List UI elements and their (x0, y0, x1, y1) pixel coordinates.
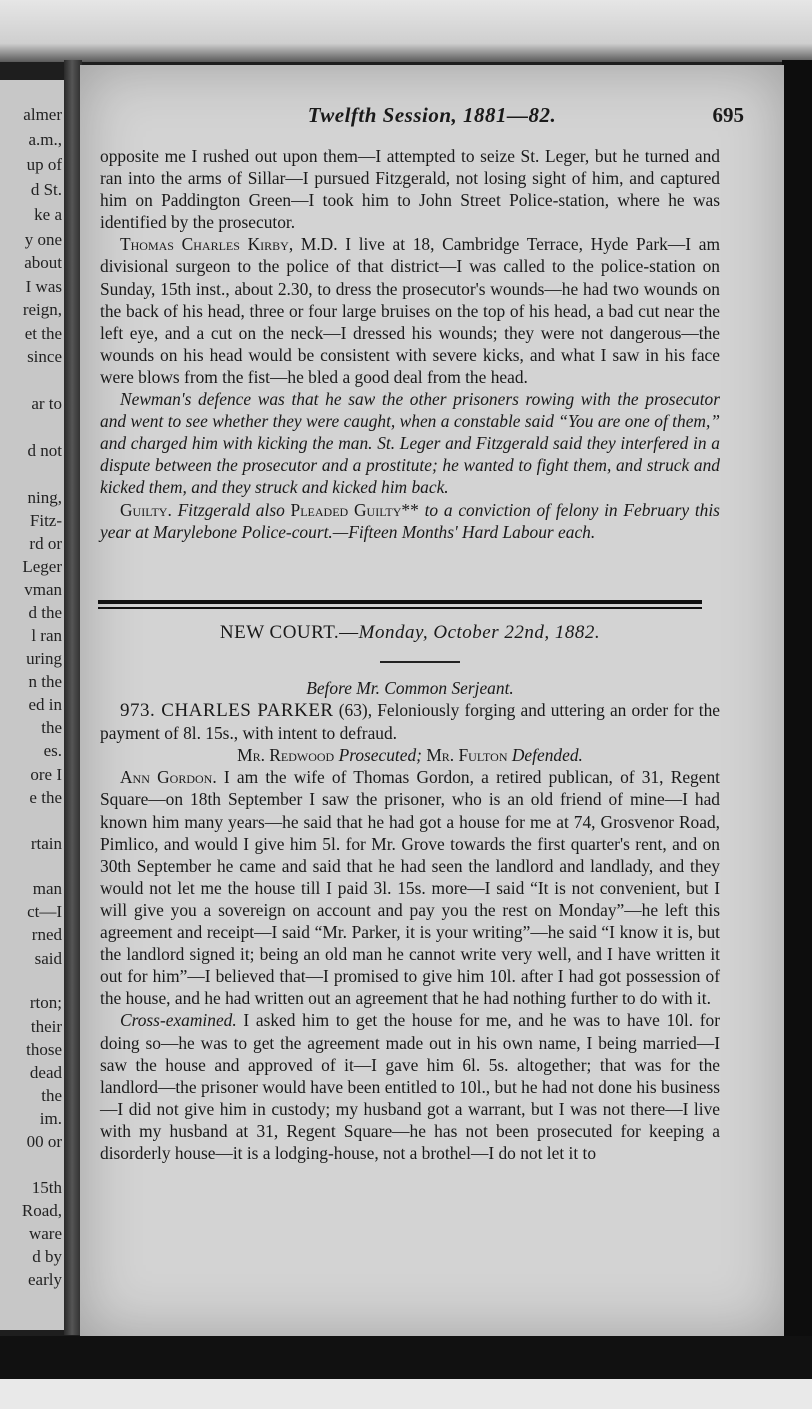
sentence-text: to a conviction of felony in February this year at Marylebone Police-court.—Fifteen Months' Hard Labour each. (100, 499, 720, 542)
facing-page-text-fragment: ed in (28, 695, 62, 714)
defence-counsel: Mr. Fulton (426, 745, 508, 766)
facing-page-text-fragment: rton; (29, 993, 62, 1012)
new-case-text (100, 677, 720, 1164)
facing-page-text-fragment: about (24, 253, 62, 272)
facing-page-text-fragment: rned (31, 925, 62, 944)
cross-examination-text: I asked him to get the house for me, and he was to have 10l. for doing so—he was to get the agreement made out in his own name, I being married—I saw the house and approved of it—I gave him 6l. 5s. altogether; that was for the landlord—the prisoner would have been entitled to 10l., but he had not done his business—I did not give him in custody; my husband got a warrant, but I was not there—I live with my husband at 31, Regent Square—he has not been prosecuted for keeping a disorderly house—it is a lodging-house, not a brothel—I do not let it to (100, 1010, 720, 1163)
defence-paragraph: Newman's defence was that he saw the other prisoners rowing with the prosecutor and went to see whether they were caught, when a constable said “You are one of them,” and charged him with kicking the man. St. Leger and Fitzgerald said they interfered in a dispute between the prosecutor and a prostitute; he wanted to fight them, and struck and kicked them, and they struck and kicked him back. (100, 389, 720, 498)
facing-page-text-fragment: ore I (30, 765, 62, 784)
facing-page-text-fragment: those (26, 1040, 62, 1059)
facing-page-text-fragment: Leger (22, 557, 62, 576)
facing-page-text-fragment: ct—I (27, 902, 62, 921)
cross-examination-paragraph (100, 1009, 720, 1164)
facing-page-text-fragment: a.m., (28, 130, 62, 149)
case-paragraph (100, 699, 720, 744)
page-edge-shadow (782, 60, 812, 1340)
court-heading (80, 622, 740, 644)
heading-rule (380, 661, 460, 663)
facing-page-text-fragment: the (41, 718, 62, 737)
facing-page-text-fragment: said (34, 949, 62, 968)
court-date: Monday, October 22nd, 1882. (358, 622, 601, 643)
section-rule-thin (98, 607, 702, 609)
facing-page-text-fragment: I was (25, 277, 62, 296)
microfilm-bottom-margin (0, 1336, 812, 1409)
witness-name: Thomas Charles Kirby (120, 234, 289, 255)
facing-page-text-fragment: dead (29, 1063, 62, 1082)
facing-page-text-fragment: up of (26, 155, 62, 174)
facing-page-text-fragment: vman (24, 580, 62, 599)
document-page (80, 65, 784, 1337)
facing-page-text-fragment: man (32, 879, 62, 898)
facing-page-text-fragment: d by (32, 1247, 62, 1266)
cross-examined-label: Cross-examined. (120, 1010, 237, 1031)
facing-page-text-fragment: ning, (27, 488, 62, 507)
court-name: NEW COURT.— (219, 622, 359, 643)
testimony-paragraph: opposite me I rushed out upon them—I attempted to seize St. Leger, but he turned and ran into the arms of Sillar—I pursued Fitzgerald, not losing sight of him, and captured him on Paddington Green—I took him to John Street Police-station, where he was identified by the prosecutor. (100, 146, 720, 233)
facing-page-text-fragment: ware (28, 1224, 62, 1243)
facing-page-text-fragment: reign, (22, 300, 62, 319)
facing-page-text-fragment: early (28, 1270, 62, 1289)
facing-page-text-fragment: rd or (29, 534, 62, 553)
witness-testimony: . I am the wife of Thomas Gordon, a retired publican, of 31, Regent Square—on 18th September I saw the prisoner, who is an old friend of mine—I had known him many years—he said that he had got a house for me at 74, Grosvenor Road, Pimlico, and would I give him 5l. for Mr. Grove towards the first quarter's rent, and on 30th September he came and said that he had seen the landlord and landlady, and they would not let me the house till I paid 3l. 15s. more—I said “It is not convenient, but I will give you a sovereign on account and pay you the rest on Monday”—he left this agreement and receipt—I said “Mr. Parker, it is your writing”—he said “I know it is, but the landlord signed it; being an old man he cannot write very well, and I have written it out for him”—I believed that—I promised to give him 10l. after I had got possession of the house, and he had written out an agreement that he had nothing further to do with it. (100, 767, 720, 1009)
facing-page-text-fragment: y one (24, 230, 62, 249)
facing-page-text-fragment: d St. (30, 180, 62, 199)
facing-page-text-fragment: e the (29, 788, 62, 807)
facing-page-text-fragment: d not (27, 441, 62, 460)
facing-page-text-fragment: 00 or (26, 1132, 62, 1151)
facing-page-text-fragment: the (41, 1086, 62, 1105)
running-title: Twelfth Session, 1881—82. (307, 103, 557, 127)
facing-page-text-fragment: l ran (31, 626, 62, 645)
witness-paragraph (100, 766, 720, 1009)
facing-page-text-fragment: n the (28, 672, 62, 691)
facing-page-text-fragment: almer (23, 105, 62, 124)
facing-page-text-fragment: im. (39, 1109, 62, 1128)
facing-page-text-fragment: Fitz- (29, 511, 62, 530)
previous-case-text (100, 145, 720, 543)
case-title: 973. CHARLES PARKER (120, 700, 334, 722)
facing-page-text-fragment: their (30, 1017, 62, 1036)
page-header (80, 103, 784, 133)
prosecution-counsel: Mr. Redwood (237, 745, 335, 766)
facing-page-text-fragment: d the (28, 603, 62, 622)
facing-page-text-fragment: since (27, 347, 62, 366)
section-rule-thick (98, 600, 702, 604)
witness-name: Ann Gordon (120, 767, 213, 788)
page-number: 695 (712, 103, 744, 127)
facing-page-fragment (0, 80, 66, 1330)
judge-line: Before Mr. Common Serjeant. (306, 678, 514, 698)
facing-page-text-fragment: uring (26, 649, 62, 668)
plea-label: Pleaded Guilty** (290, 499, 419, 520)
counsel-line (100, 744, 720, 766)
verdict-label: Guilty. (120, 499, 172, 520)
facing-page-text-fragment: Road, (21, 1201, 62, 1220)
facing-page-text-fragment: 15th (31, 1178, 62, 1197)
prosecuted-label: Prosecuted; (338, 745, 422, 766)
witness-paragraph (100, 233, 720, 388)
defended-label: Defended. (511, 745, 583, 766)
facing-page-text-fragment: rtain (30, 834, 62, 853)
case-description: (63), Feloniously forging and uttering an order for the payment of 8l. 15s., with intent to defraud. (100, 700, 720, 744)
facing-page-text-fragment: es. (43, 741, 62, 760)
witness-testimony: , M.D. I live at 18, Cambridge Terrace, Hyde Park—I am divisional surgeon to the police of that district—I was called to the police-station on Sunday, 15th inst., about 2.30, to dress the prosecutor's wounds—he had two wounds on the back of his head, three or four large bruises on the top of his head, a bad cut near the left eye, and a cut on the neck—I dressed his wounds; they were not dangerous—the wounds on his head would be consistent with severe kicks, and what I saw in his face were blows from the fist—he bled a good deal from the head. (100, 234, 720, 387)
facing-page-text-fragment: et the (24, 324, 62, 343)
verdict-paragraph (100, 499, 720, 543)
verdict-text-a: Fitzgerald also (177, 499, 285, 520)
facing-page-text-fragment: ar to (31, 394, 62, 413)
microfilm-top-margin (0, 0, 812, 62)
facing-page-text-fragment: ke a (34, 205, 62, 224)
